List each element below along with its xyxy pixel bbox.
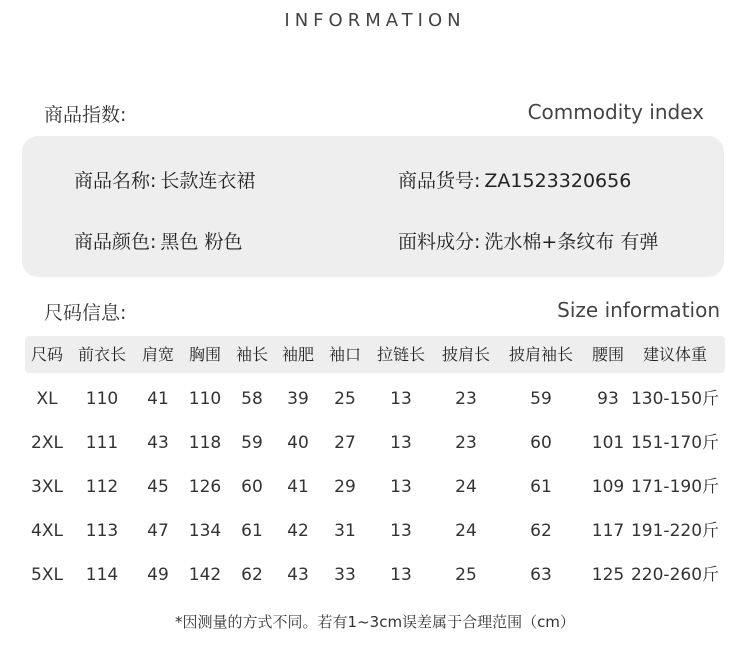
table-cell: 29 <box>334 477 356 497</box>
table-cell: 27 <box>334 433 356 453</box>
size-table-body <box>25 373 725 593</box>
table-cell: 126 <box>188 477 222 497</box>
table-cell: 33 <box>334 565 356 585</box>
product-fabric <box>398 227 658 254</box>
size-table-header-cell: 袖长 <box>235 345 269 364</box>
size-label-cell: 3XL <box>31 477 63 497</box>
table-cell: 42 <box>287 521 309 541</box>
size-label-cell: 2XL <box>31 433 63 453</box>
table-cell: 111 <box>85 433 119 453</box>
product-color-value: 黑色 粉色 <box>160 231 243 253</box>
size-info-label-en: Size information <box>557 298 720 322</box>
commodity-index-header <box>0 100 750 128</box>
size-table-header-cell: 建议体重 <box>642 345 708 364</box>
size-table-header-cell: 胸围 <box>188 345 222 364</box>
size-table <box>25 336 725 593</box>
size-info-label-cn: 尺码信息: <box>44 302 127 324</box>
table-cell: 220-260斤 <box>630 565 720 585</box>
table-cell: 60 <box>241 477 263 497</box>
table-cell: 110 <box>188 389 222 409</box>
size-table-header-cell: 腰围 <box>591 345 625 364</box>
product-sku-value: ZA1523320656 <box>484 170 632 192</box>
size-table-header-cell: 袖肥 <box>281 345 315 364</box>
product-color-label: 商品颜色: <box>74 231 157 253</box>
table-cell: 61 <box>530 477 552 497</box>
table-cell: 59 <box>241 433 263 453</box>
table-cell: 63 <box>530 565 552 585</box>
table-cell: 114 <box>85 565 119 585</box>
product-name-value: 长款连衣裙 <box>160 170 256 192</box>
product-color <box>74 227 242 254</box>
size-table-header-cell: 尺码 <box>30 345 64 364</box>
table-cell: 49 <box>147 565 169 585</box>
table-cell: 125 <box>591 565 625 585</box>
table-cell: 59 <box>530 389 552 409</box>
page-title: INFORMATION <box>284 10 466 31</box>
table-cell: 43 <box>287 565 309 585</box>
table-cell: 13 <box>390 477 412 497</box>
product-sku-label: 商品货号: <box>398 170 481 192</box>
table-cell: 41 <box>287 477 309 497</box>
measurement-footnote: *因测量的方式不同。若有1~3cm误差属于合理范围（cm） <box>175 613 575 631</box>
size-table-header-cell: 袖口 <box>328 345 362 364</box>
commodity-index-label-cn: 商品指数: <box>44 104 127 126</box>
product-fabric-value: 洗水棉+条纹布 有弹 <box>484 231 659 253</box>
table-cell: 24 <box>455 521 477 541</box>
table-cell: 110 <box>85 389 119 409</box>
table-cell: 13 <box>390 521 412 541</box>
table-cell: 93 <box>597 389 619 409</box>
table-cell: 31 <box>334 521 356 541</box>
table-cell: 60 <box>530 433 552 453</box>
table-cell: 109 <box>591 477 625 497</box>
commodity-index-label-en: Commodity index <box>527 100 704 124</box>
table-row <box>25 549 725 593</box>
table-cell: 142 <box>188 565 222 585</box>
table-cell: 101 <box>591 433 625 453</box>
table-cell: 41 <box>147 389 169 409</box>
table-cell: 25 <box>455 565 477 585</box>
size-label-cell: XL <box>36 389 58 409</box>
size-info-header <box>0 298 750 326</box>
table-cell: 13 <box>390 389 412 409</box>
product-fabric-label: 面料成分: <box>398 231 481 253</box>
table-cell: 130-150斤 <box>630 389 720 409</box>
table-cell: 25 <box>334 389 356 409</box>
table-cell: 13 <box>390 433 412 453</box>
table-row <box>25 461 725 505</box>
table-cell: 118 <box>188 433 222 453</box>
size-table-header-cell: 前衣长 <box>77 345 127 364</box>
table-cell: 58 <box>241 389 263 409</box>
size-table-header-cell: 披肩袖长 <box>508 345 574 364</box>
table-cell: 39 <box>287 389 309 409</box>
size-label-cell: 4XL <box>31 521 63 541</box>
table-row <box>25 417 725 461</box>
table-row <box>25 373 725 417</box>
table-cell: 61 <box>241 521 263 541</box>
table-cell: 43 <box>147 433 169 453</box>
commodity-info-panel <box>22 136 724 277</box>
size-table-header <box>25 336 725 373</box>
table-cell: 112 <box>85 477 119 497</box>
table-cell: 45 <box>147 477 169 497</box>
size-label-cell: 5XL <box>31 565 63 585</box>
product-name-label: 商品名称: <box>74 170 157 192</box>
table-cell: 151-170斤 <box>630 433 720 453</box>
size-table-header-cell: 拉链长 <box>376 345 426 364</box>
table-cell: 113 <box>85 521 119 541</box>
table-cell: 47 <box>147 521 169 541</box>
table-cell: 171-190斤 <box>630 477 720 497</box>
table-cell: 24 <box>455 477 477 497</box>
table-cell: 62 <box>530 521 552 541</box>
table-cell: 134 <box>188 521 222 541</box>
table-cell: 117 <box>591 521 625 541</box>
table-cell: 13 <box>390 565 412 585</box>
table-cell: 62 <box>241 565 263 585</box>
table-cell: 191-220斤 <box>630 521 720 541</box>
table-row <box>25 505 725 549</box>
table-cell: 23 <box>455 389 477 409</box>
size-table-header-cell: 肩宽 <box>141 345 175 364</box>
product-sku <box>398 166 631 193</box>
size-table-header-cell: 披肩长 <box>441 345 491 364</box>
table-cell: 23 <box>455 433 477 453</box>
table-cell: 40 <box>287 433 309 453</box>
product-name <box>74 166 255 193</box>
